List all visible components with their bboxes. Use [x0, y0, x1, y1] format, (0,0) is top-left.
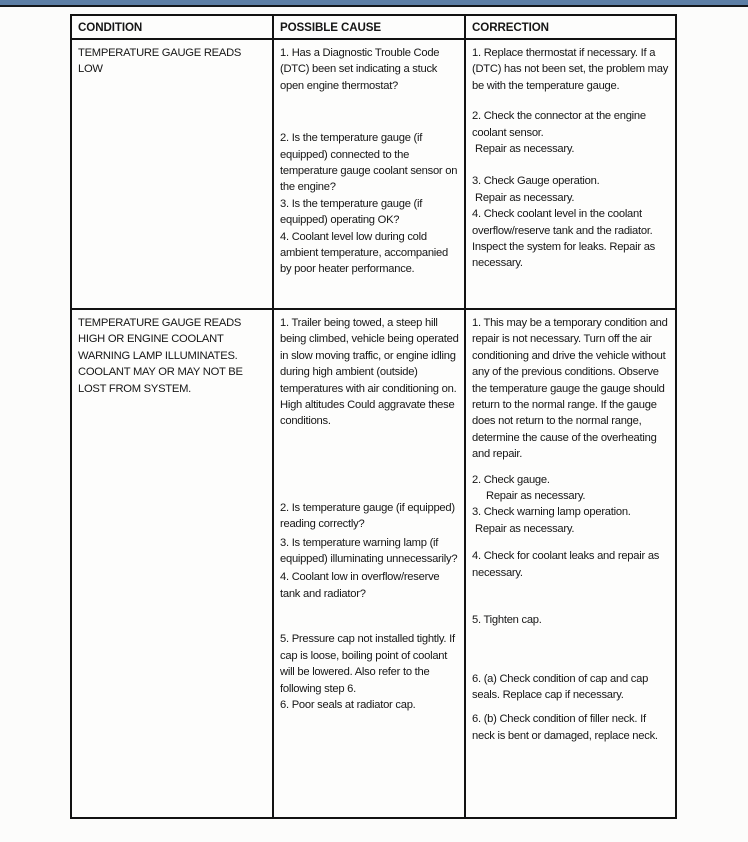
table-row-1-correction-cell [466, 40, 675, 310]
cause-item: 4. Coolant low in overflow/reserve tank and radiator? [280, 571, 440, 600]
correction-item: 2. Check gauge. [472, 473, 550, 486]
correction-item: 6. (b) Check condition of filler neck. If neck is bent or damaged, replace neck. [472, 713, 658, 742]
window-top-edge-bar [0, 0, 748, 7]
table-row-2-cause-cell [274, 310, 466, 817]
table-row-2-condition-cell [72, 310, 274, 817]
table-row-1-cause-cell [274, 40, 466, 310]
table-row-2-correction-cell [466, 310, 675, 817]
cause-item: 6. Poor seals at radiator cap. [280, 698, 416, 711]
correction-item: Repair as necessary. [475, 522, 575, 535]
correction-item: 1. This may be a temporary condition and repair is not necessary. Turn off the air conditioning and drive the vehicle without any of the previous conditions. Observe the temperature gauge the gauge should return to the normal range. If the gauge does not return to the normal range, determine the cause of the overheating and repair. [472, 317, 668, 461]
correction-item: 3. Check Gauge operation. [472, 175, 600, 188]
correction-item: 6. (a) Check condition of cap and cap seals. Replace cap if necessary. [472, 672, 649, 701]
correction-item: Repair as necessary. [486, 490, 586, 503]
correction-item: Repair as necessary. [475, 191, 575, 204]
column-header-correction: CORRECTION [466, 16, 675, 40]
column-header-possible-cause: POSSIBLE CAUSE [274, 16, 466, 40]
cause-item: 4. Coolant level low during cold ambient temperature, accompanied by poor heater performance. [280, 230, 448, 276]
correction-item: 2. Check the connector at the engine coolant sensor. [472, 110, 646, 139]
cause-item: 2. Is the temperature gauge (if equipped) connected to the temperature gauge coolant sensor on the engine? [280, 132, 458, 194]
correction-item: 3. Check warning lamp operation. [472, 506, 631, 519]
table-row-1-condition-cell [72, 40, 274, 310]
correction-item: 4. Check coolant level in the coolant overflow/reserve tank and the radiator. Inspect the system for leaks. Repair as necessary. [472, 208, 656, 270]
correction-item: 5. Tighten cap. [472, 614, 542, 627]
diagnosis-table [70, 14, 677, 819]
correction-item: 4. Check for coolant leaks and repair as necessary. [472, 550, 660, 579]
cause-item: 3. Is the temperature gauge (if equipped) operating OK? [280, 197, 423, 227]
condition-text: TEMPERATURE GAUGE READS LOW [78, 47, 242, 76]
cause-item: 2. Is temperature gauge (if equipped) reading correctly? [280, 501, 455, 531]
condition-text: TEMPERATURE GAUGE READS HIGH OR ENGINE COOLANT WARNING LAMP ILLUMINATES. COOLANT MAY OR MAY NOT BE LOST FROM SYSTEM. [78, 317, 243, 395]
cause-item: 1. Trailer being towed, a steep hill being climbed, vehicle being operated in slow moving traffic, or engine idling during high ambient (outside) temperatures with air conditioning on. High altitudes Could aggravate these conditions. [280, 317, 459, 428]
cause-item: 3. Is temperature warning lamp (if equipped) illuminating unnecessarily? [280, 536, 458, 566]
correction-item: 1. Replace thermostat if necessary. If a (DTC) has not been set, the problem may be with the temperature gauge. [472, 47, 669, 92]
cause-item: 5. Pressure cap not installed tightly. If cap is loose, boiling point of coolant will be lowered. Also refer to the following step 6. [280, 633, 455, 695]
correction-item: Repair as necessary. [475, 143, 575, 156]
column-header-condition: CONDITION [72, 16, 274, 40]
cause-item: 1. Has a Diagnostic Trouble Code (DTC) been set indicating a stuck open engine thermostat? [280, 47, 440, 92]
